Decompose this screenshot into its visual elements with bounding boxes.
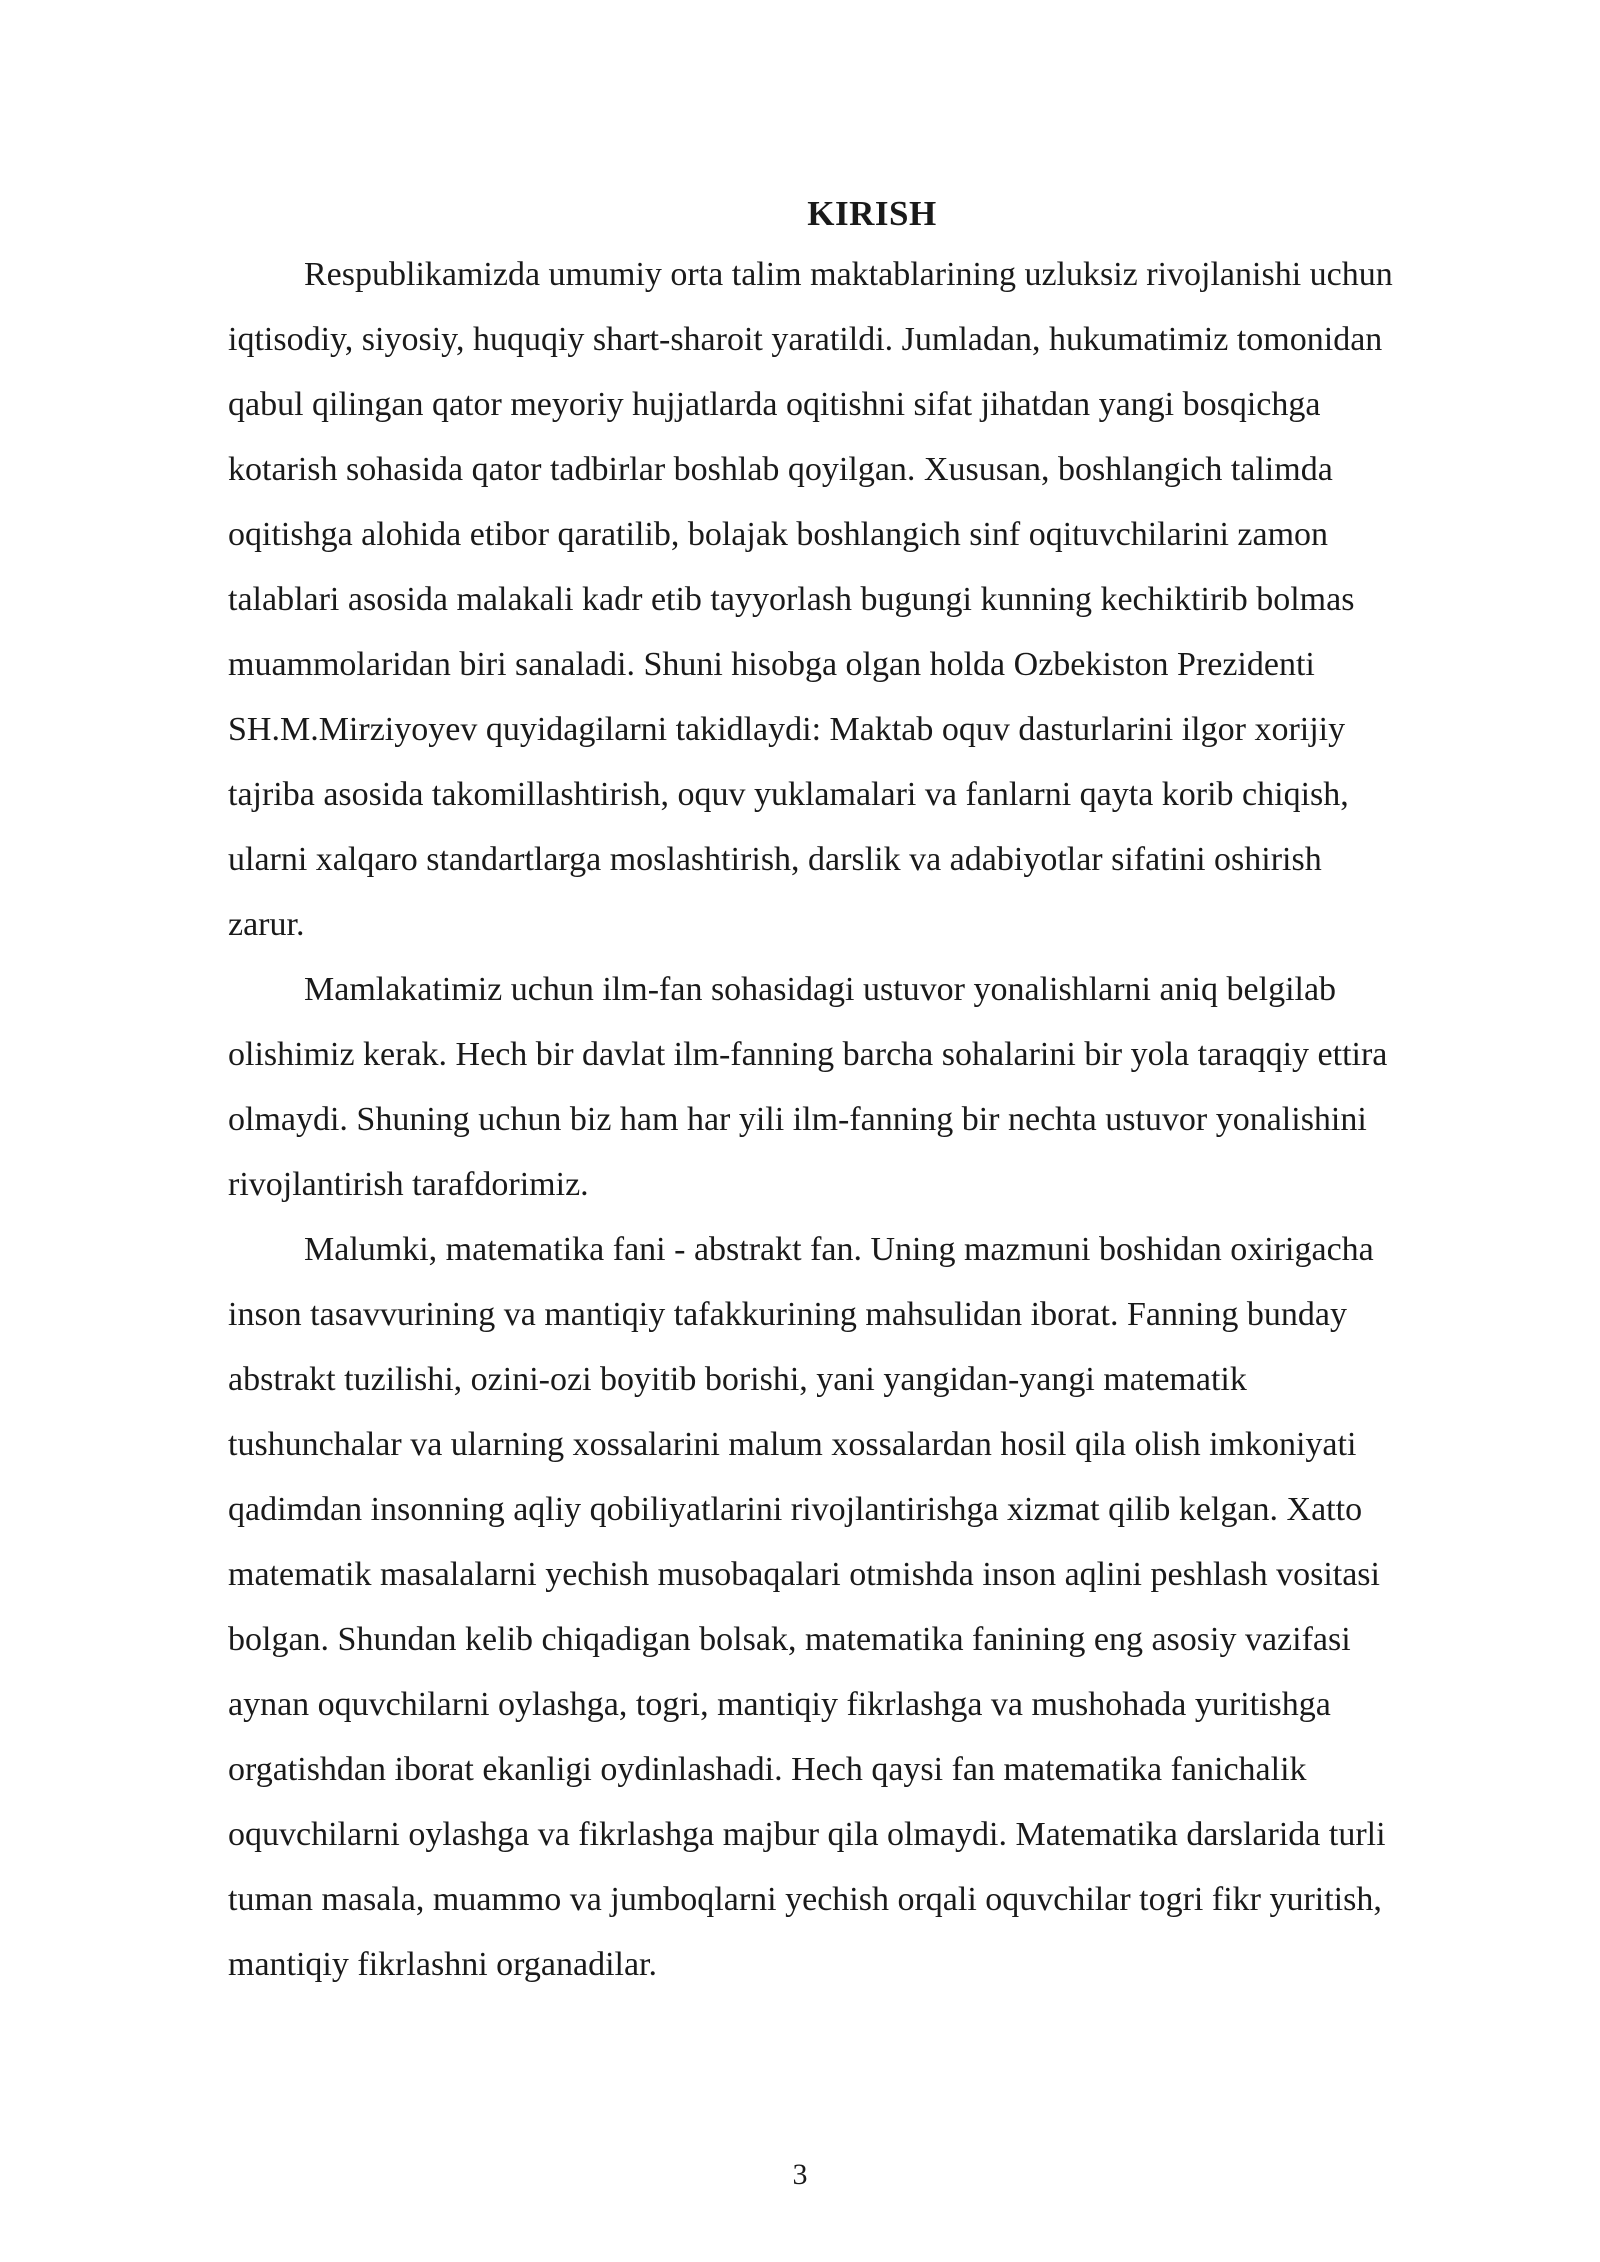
text-line: abstrakt tuzilishi, ozini-ozi boyitib borishi, yani yangidan-yangi matematik [228,1361,1247,1398]
text-line: inson tasavvurining va mantiqiy tafakkurining mahsulidan iborat. Fanning bunday [228,1296,1347,1333]
paragraph [228,957,1516,1217]
text-line: tajriba asosida takomillashtirish, oquv yuklamalari va fanlarni qayta korib chiqish, [228,776,1349,813]
page-number: 3 [792,2158,808,2191]
paragraph-list [228,242,1516,1997]
text-line: ularni xalqaro standartlarga moslashtirish, darslik va adabiyotlar sifatini oshirish [228,841,1322,878]
text-line: aynan oquvchilarni oylashga, togri, mantiqiy fikrlashga va mushohada yuritishga [228,1686,1331,1723]
text-line: tushunchalar va ularning xossalarini malum xossalardan hosil qila olish imkoniyati [228,1426,1357,1463]
text-line: Mamlakatimiz uchun ilm-fan sohasidagi ustuvor yonalishlarni aniq belgilab [304,971,1337,1008]
text-line: iqtisodiy, siyosiy, huquqiy shart-sharoit yaratildi. Jumladan, hukumatimiz tomonidan [228,321,1383,358]
page-title: KIRISH [807,194,937,233]
text-line: olmaydi. Shuning uchun biz ham har yili ilm-fanning bir nechta ustuvor yonalishini [228,1101,1367,1138]
paragraph [228,1217,1516,1997]
document-body [228,186,1516,1997]
text-line: bolgan. Shundan kelib chiqadigan bolsak, matematika fanining eng asosiy vazifasi [228,1621,1351,1658]
text-line: oquvchilarni oylashga va fikrlashga majbur qila olmaydi. Matematika darslarida turli [228,1816,1386,1853]
text-line: qadimdan insonning aqliy qobiliyatlarini rivojlantirishga xizmat qilib kelgan. Xatto [228,1491,1363,1528]
text-line: qabul qilingan qator meyoriy hujjatlarda oqitishni sifat jihatdan yangi bosqichga [228,386,1321,423]
text-line: muammolaridan biri sanaladi. Shuni hisobga olgan holda Ozbekiston Prezidenti [228,646,1315,683]
text-line: oqitishga alohida etibor qaratilib, bolajak boshlangich sinf oqituvchilarini zamon [228,516,1329,553]
text-line: mantiqiy fikrlashni organadilar. [228,1946,658,1983]
text-line: orgatishdan iborat ekanligi oydinlashadi. Hech qaysi fan matematika fanichalik [228,1751,1307,1788]
text-line: kotarish sohasida qator tadbirlar boshlab qoyilgan. Xususan, boshlangich talimda [228,451,1333,488]
text-line: olishimiz kerak. Hech bir davlat ilm-fanning barcha sohalarini bir yola taraqqiy ettira [228,1036,1388,1073]
text-line: matematik masalalarni yechish musobaqalari otmishda inson aqlini peshlash vositasi [228,1556,1380,1593]
text-line: zarur. [228,906,305,943]
text-line: Malumki, matematika fani - abstrakt fan. Uning mazmuni boshidan oxirigacha [304,1231,1374,1268]
text-line: SH.M.Mirziyoyev quyidagilarni takidlaydi: Maktab oquv dasturlarini ilgor xorijiy [228,711,1346,748]
text-line: Respublikamizda umumiy orta talim maktablarining uzluksiz rivojlanishi uchun [304,256,1393,293]
text-line: tuman masala, muammo va jumboqlarni yechish orqali oquvchilar togri fikr yuritish, [228,1881,1382,1918]
text-line: rivojlantirish tarafdorimiz. [228,1166,589,1203]
paragraph [228,242,1516,957]
text-line: talablari asosida malakali kadr etib tayyorlash bugungi kunning kechiktirib bolmas [228,581,1355,618]
